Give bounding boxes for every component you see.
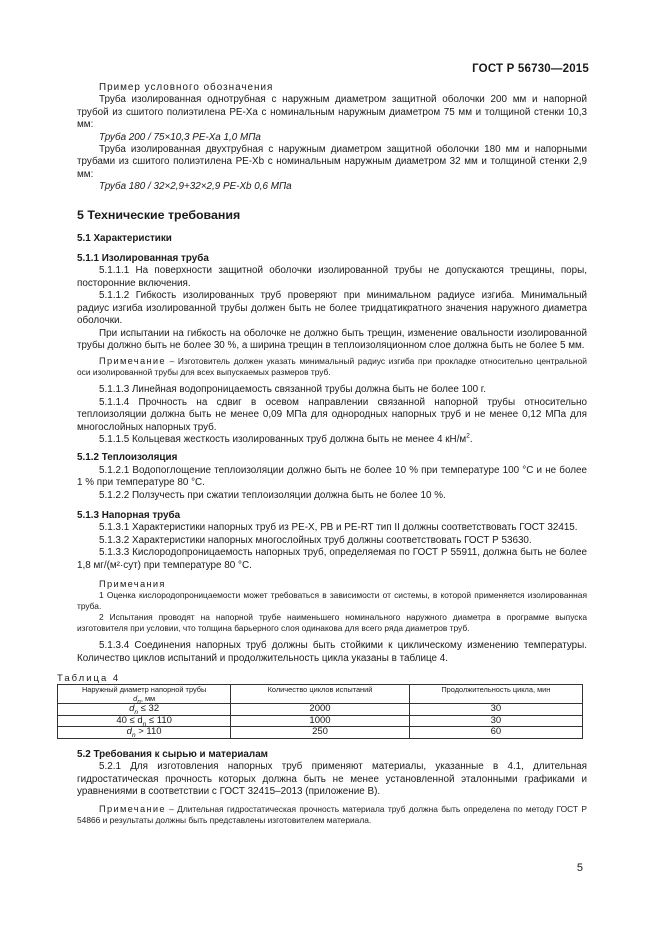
para-5-1-1-5: 5.1.1.5 Кольцевая жесткость изолированных труб должна быть не менее 4 $кН/м^2$. — [99, 432, 473, 445]
section-5-1-1-title: 5.1.1 Изолированная труба — [77, 253, 209, 265]
table-4 — [57, 684, 583, 739]
page-content — [57, 82, 587, 826]
example-text-1: Труба изолированная однотрубная с наружным диаметром защитной оболочки 200 мм и напорной трубой из сшитого полиэтилена PE-Xa с номинальным наружным диаметром 75 мм и толщиной стенки 10,3 мм: — [77, 94, 587, 131]
table-cell-cycles: 250 — [231, 727, 410, 739]
table-header-diameter: Наружный диаметр напорной трубы $d_n$, мм — [58, 685, 231, 704]
para-5-1-2-1: 5.1.2.1 Водопоглощение теплоизоляции должно быть не более 10 % при температуре 100 °С и не более 1 % при температуре 80 °С. — [77, 464, 587, 489]
para-5-1-1-2-cont: При испытании на гибкость на оболочке не должно быть трещин, изменение овальности изолированной трубы должно быть не более 30 %, а ширина трещин в теплоизоляционном слое должна быть не более 5 мм. — [77, 327, 587, 351]
para-5-1-1-2: 5.1.1.2 Гибкость изолированных труб проверяют при минимальном радиусе изгиба. Минимальный радиус изгиба изолированной трубы должен быть не более тридцатикратного значения наружного диаметра оболочки. — [77, 290, 587, 327]
section-5-title: 5 Технические требования — [77, 207, 241, 222]
para-5-1-2-2: 5.1.2.2 Ползучесть при сжатии теплоизоляции должна быть не более 10 %. — [99, 489, 446, 501]
table-cell-duration: 30 — [409, 704, 582, 716]
note-5-2 — [77, 804, 587, 826]
notes-label: Примечания — [99, 579, 166, 589]
para-5-1-1-3: 5.1.1.3 Линейная водопроницаемость связанной трубы должна быть не более 100 г. — [99, 384, 486, 396]
standard-header: ГОСТ Р 56730—2015 — [472, 63, 589, 75]
section-5-1-title: 5.1 Характеристики — [77, 232, 172, 244]
para-5-1-3-2: 5.1.3.2 Характеристики напорных многослойных труб должны соответствовать ГОСТ Р 53630. — [99, 534, 532, 546]
note-label: Примечание — [99, 356, 166, 367]
para-5-1-3-1: 5.1.3.1 Характеристики напорных труб из PE-X, PB и PE-RT тип II должны соответствовать ГОСТ 32415. — [99, 522, 578, 534]
note-1: 1 Оценка кислородопроницаемости может требоваться в зависимости от системы, в которой применяется изолированная труба. — [77, 590, 587, 612]
para-5-1-3-3: 5.1.3.3 Кислородопроницаемость напорных труб, определяемая по ГОСТ Р 55911, должна быть не более 1,8 мг/(м²·сут) при температуре 80 °С. — [77, 547, 587, 571]
example-code-1: Труба 200 / 75×10,3 PE-Xa 1,0 МПа — [99, 131, 261, 143]
para-5-2-1: 5.2.1 Для изготовления напорных труб применяют материалы, указанные в 4.1, длительная гидростатическая прочность которых должна быть не менее установленной эталонными графиками и уравнениями в соответствии с ГОСТ 32415–2013 (приложение В). — [77, 761, 587, 797]
table-cell-diameter: $d_n > 110$ — [58, 727, 231, 739]
example-code-2: Труба 180 / 32×2,9+32×2,9 PE-Xb 0,6 МПа — [99, 181, 292, 193]
table-row — [58, 727, 583, 739]
note-text: – Длительная гидростатическая прочность материала труб должна быть определена по методу ГОСТ Р 54866 и результаты должны быть представлены изготовителем материала. — [77, 804, 587, 826]
example-text-2: Труба изолированная двухтрубная с наружным диаметром защитной оболочки 180 мм и напорными трубами из сшитого полиэтилена PE-Xb с номинальным наружным диаметром 32 мм и толщиной стенки 2,9 мм: — [77, 144, 587, 180]
table-row — [58, 704, 583, 716]
table-row — [58, 715, 583, 727]
section-5-1-2-title: 5.1.2 Теплоизоляция — [77, 452, 178, 464]
para-5-1-1-1: 5.1.1.1 На поверхности защитной оболочки изолированной трубы не допускаются трещины, поры, посторонние включения. — [77, 265, 587, 289]
note-text: – Изготовитель должен указать минимальный радиус изгиба при прокладке относительно центральной оси изолированной трубы для всех выпускаемых размеров труб. — [77, 356, 587, 378]
table-cell-cycles: 1000 — [231, 715, 410, 727]
table-cell-cycles: 2000 — [231, 704, 410, 716]
note-2: 2 Испытания проводят на напорной трубе наименьшего номинального наружного диаметра в программе выпуска изготовителя при условии, что толщина барьерного слоя одинакова для всего ряда диаметров труб. — [77, 612, 587, 634]
table-header-cycles: Количество циклов испытаний — [231, 685, 410, 704]
table-cell-duration: 60 — [409, 727, 582, 739]
table-cell-duration: 30 — [409, 715, 582, 727]
example-label: Пример условного обозначения — [99, 82, 274, 93]
note-5-1-1 — [77, 356, 587, 378]
para-5-1-1-4: 5.1.1.4 Прочность на сдвиг в осевом направлении связанной напорной трубы относительно теплоизоляции должна быть не менее 0,09 МПа для однородных напорных труб и не менее 0,12 МПа для многослойных напорных труб. — [77, 396, 587, 433]
section-5-2-title: 5.2 Требования к сырью и материалам — [77, 748, 268, 760]
table-cell-diameter: $d_n \le 32$ — [58, 704, 231, 716]
para-5-1-3-4: 5.1.3.4 Соединения напорных труб должны быть стойкими к циклическому изменению температуры. Количество циклов испытаний и продолжительность цикла указаны в таблице 4. — [77, 640, 587, 664]
page-number: 5 — [576, 862, 583, 874]
table-header-duration: Продолжительность цикла, мин — [409, 685, 582, 704]
table-caption: Таблица 4 — [57, 673, 121, 685]
table-cell-diameter: $40 \le d_n \le 110$ — [58, 715, 231, 727]
section-5-1-3-title: 5.1.3 Напорная труба — [77, 509, 181, 521]
note-label: Примечание — [99, 804, 166, 815]
